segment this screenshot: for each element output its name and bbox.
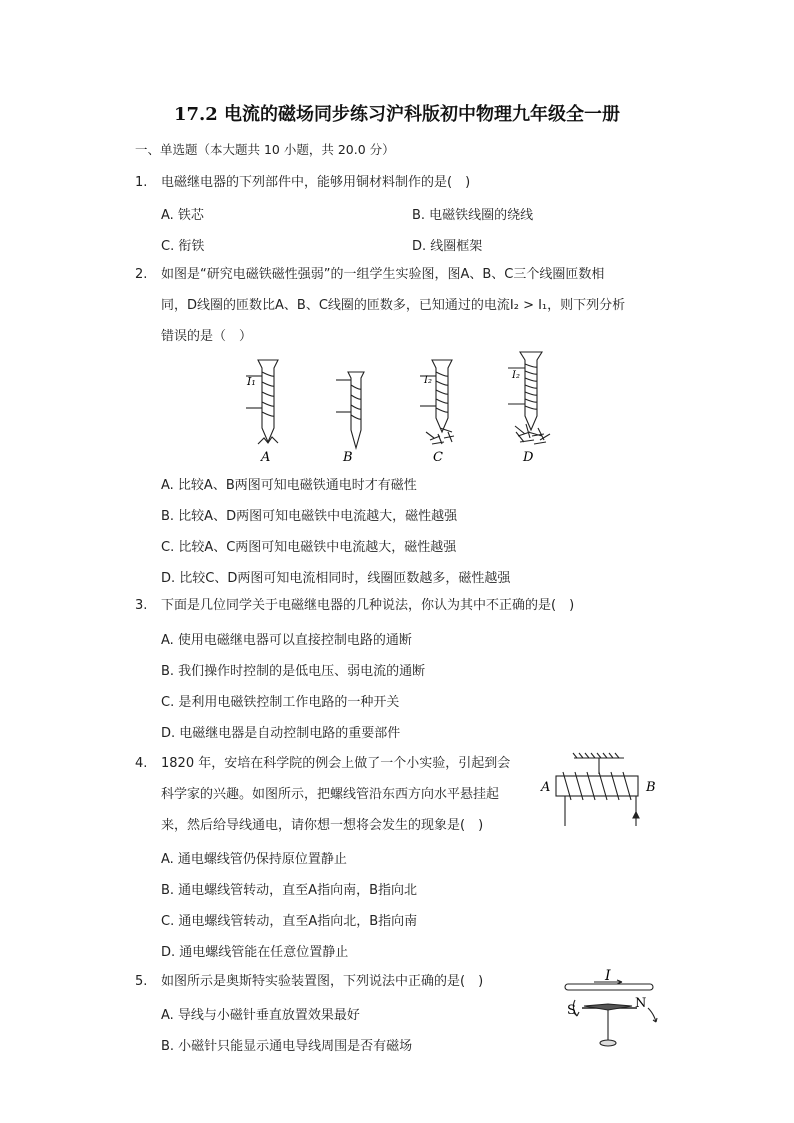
current-label: I₂ (512, 370, 520, 381)
figure-label-b: B (646, 780, 656, 795)
section-heading: 一、单选题（本大题共 10 小题，共 20.0 分） (135, 142, 395, 157)
question-stem-line3: 来，然后给导线通电，请你想一想将会发生的现象是( ) (161, 818, 484, 833)
electromagnet-a (246, 360, 278, 444)
option-d: D. 比较C、D两图可知电流相同时，线圈匝数越多，磁性越强 (161, 571, 511, 586)
question-number: 2. (135, 267, 148, 282)
figure-label-d: D (523, 450, 534, 465)
current-label: I₁ (247, 375, 256, 388)
electromagnet-d (508, 352, 550, 444)
figure-label-b: B (343, 450, 353, 465)
electromagnet-c (420, 360, 454, 444)
option-b: B. 我们操作时控制的是低电压、弱电流的通断 (161, 664, 426, 679)
option-b: B. 通电螺线管转动，直至A指向南，B指向北 (161, 883, 417, 898)
question-stem: 如图所示是奥斯特实验装置图，下列说法中正确的是( ) (161, 974, 484, 989)
question-stem-line2: 同，D线圈的匝数比A、B、C线圈的匝数多，已知通过的电流I₂ > I₁，则下列分析 (161, 298, 626, 313)
electromagnet-b (336, 372, 364, 448)
question-number: 1. (135, 175, 148, 190)
page-title: 17.2 电流的磁场同步练习沪科版初中物理九年级全一册 (173, 104, 621, 125)
option-d: D. 电磁继电器是自动控制电路的重要部件 (161, 726, 401, 741)
option-c: C. 通电螺线管转动，直至A指向北，B指向南 (161, 914, 418, 929)
question-stem: 下面是几位同学关于电磁继电器的几种说法，你认为其中不正确的是( ) (161, 598, 575, 613)
question-stem: 电磁继电器的下列部件中，能够用铜材料制作的是( ) (161, 175, 471, 190)
option-c: C. 是利用电磁铁控制工作电路的一种开关 (161, 695, 400, 710)
north-pole-label: N (635, 996, 647, 1011)
option-a: A. 比较A、B两图可知电磁铁通电时才有磁性 (161, 478, 417, 493)
question-number: 3. (135, 598, 148, 613)
question-number: 4. (135, 756, 148, 771)
option-b: B. 电磁铁线圈的绕线 (412, 208, 534, 223)
option-a: A. 导线与小磁针垂直放置效果最好 (161, 1008, 360, 1023)
option-a: A. 使用电磁继电器可以直接控制电路的通断 (161, 633, 412, 648)
south-pole-label: S (567, 1003, 576, 1018)
question-stem-line1: 1820 年，安培在科学院的例会上做了一个小实验，引起到会 (161, 756, 511, 771)
question-stem-line3: 错误的是（ ） (161, 329, 253, 344)
question-number: 5. (135, 974, 148, 989)
current-label: I (605, 968, 611, 984)
option-d: D. 通电螺线管能在任意位置静止 (161, 945, 349, 960)
figure-label-c: C (433, 450, 443, 465)
figure-label-a: A (541, 780, 551, 795)
option-a: A. 铁芯 (161, 208, 204, 223)
figure-label-a: A (261, 450, 271, 465)
option-c: C. 衔铁 (161, 239, 205, 254)
option-a: A. 通电螺线管仍保持原位置静止 (161, 852, 347, 867)
current-label: I₂ (424, 375, 432, 386)
option-c: C. 比较A、C两图可知电磁铁中电流越大，磁性越强 (161, 540, 457, 555)
question-stem-line1: 如图是“研究电磁铁磁性强弱”的一组学生实验图，图A、B、C三个线圈匝数相 (161, 267, 605, 282)
question-stem-line2: 科学家的兴趣。如图所示，把螺线管沿东西方向水平悬挂起 (161, 787, 500, 802)
option-b: B. 小磁针只能显示通电导线周围是否有磁场 (161, 1039, 413, 1054)
option-d: D. 线圈框架 (412, 239, 483, 254)
option-b: B. 比较A、D两图可知电磁铁中电流越大，磁性越强 (161, 509, 458, 524)
